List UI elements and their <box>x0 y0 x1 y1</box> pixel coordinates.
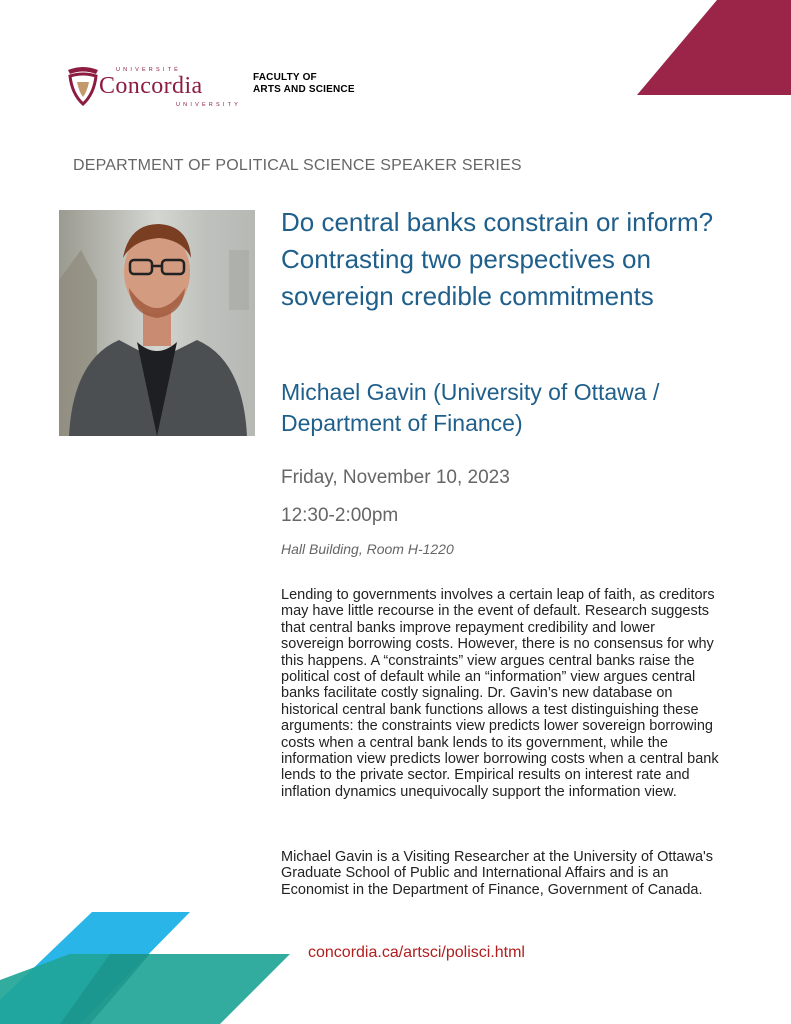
event-time: 12:30-2:00pm <box>281 505 399 526</box>
speaker-series-heading: DEPARTMENT OF POLITICAL SCIENCE SPEAKER SERIES <box>73 157 522 174</box>
talk-title: Do central banks constrain or inform? Contrasting two perspectives on sovereign credible commitments <box>281 207 714 311</box>
speaker-bio: Michael Gavin is a Visiting Researcher at the University of Ottawa's Graduate School of Public and International Affairs and is an Economist in the Department of Finance, Government of Canada. <box>281 849 714 898</box>
logo-wordmark: Concordia <box>99 73 203 99</box>
concordia-shield-icon <box>66 64 100 108</box>
event-location: Hall Building, Room H-1220 <box>281 541 454 557</box>
bottom-left-accent-shape <box>0 900 330 1024</box>
department-website-link[interactable]: concordia.ca/artsci/polisci.html <box>308 944 525 961</box>
faculty-name <box>253 72 355 96</box>
event-date: Friday, November 10, 2023 <box>281 467 510 488</box>
concordia-logo <box>66 64 246 112</box>
talk-abstract: Lending to governments involves a certain leap of faith, as creditors may have little recourse in the event of default. Research suggests that central banks improve repayment credibility and lower sovereign borrowing costs. However, there is no consensus for why this happens. A “constraints” view argues central banks raise the political cost of default while an “information” view argues central banks facilitate costly signaling. Dr. Gavin’s new database on historical central bank functions allows a test distinguishing these arguments: the constraints view predicts lower sovereign borrowing costs when a central bank lends to its government, while the information view predicts lower borrowing costs when a central bank lends to the private sector. Empirical results on interest rate and inflation dynamics unequivocally support the information view. <box>281 587 719 800</box>
faculty-line-1: FACULTY OF <box>253 72 317 83</box>
logo-bottom-text: UNIVERSITY <box>176 102 242 108</box>
speaker-photo <box>59 210 255 436</box>
logo-top-text: UNIVERSITÉ <box>116 67 182 73</box>
faculty-line-2: ARTS AND SCIENCE <box>253 84 355 95</box>
speaker-name: Michael Gavin (University of Ottawa / Department of Finance) <box>281 379 660 436</box>
